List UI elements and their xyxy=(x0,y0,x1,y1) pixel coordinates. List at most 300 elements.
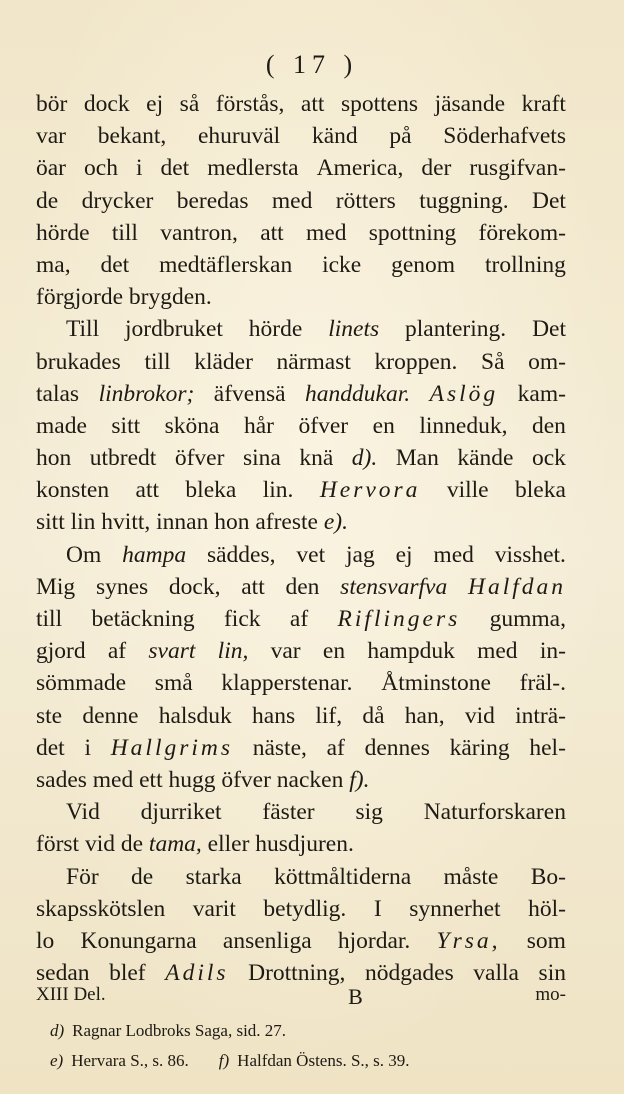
word xyxy=(527,925,566,957)
word xyxy=(252,700,295,732)
text-run: synnerhet xyxy=(409,895,501,922)
word xyxy=(84,152,118,184)
word xyxy=(36,152,66,184)
text-line xyxy=(36,185,566,217)
text-run: ma, xyxy=(36,251,71,278)
text-run: inträ- xyxy=(515,702,566,729)
text-run: Bo- xyxy=(530,863,566,890)
text-run: jäsande xyxy=(434,91,506,117)
word xyxy=(36,249,71,281)
word xyxy=(66,861,99,893)
word xyxy=(81,925,197,957)
word xyxy=(532,410,566,442)
word xyxy=(84,732,91,764)
word xyxy=(241,571,265,603)
footnote-mark: e) xyxy=(50,1051,64,1070)
word xyxy=(299,442,333,474)
text-run: sedan xyxy=(36,960,90,987)
word xyxy=(532,442,566,474)
text-line xyxy=(36,796,566,828)
text-run: talas xyxy=(36,380,80,407)
word xyxy=(274,861,411,893)
text-run: det xyxy=(100,251,130,278)
signature-line xyxy=(36,984,566,1010)
word xyxy=(405,700,445,732)
word xyxy=(515,700,566,732)
word xyxy=(155,667,193,699)
word xyxy=(352,442,377,474)
word xyxy=(214,378,286,410)
text-run: tuggning. xyxy=(419,187,509,214)
text-run: små xyxy=(154,670,193,697)
text-run: Åtminstone xyxy=(381,670,491,697)
word xyxy=(532,313,566,345)
text-run: närmast xyxy=(276,348,351,375)
word xyxy=(485,249,566,281)
footnote-text: Hervara S., s. 86. xyxy=(71,1051,189,1070)
text-run: dock xyxy=(83,91,130,117)
word xyxy=(125,313,223,345)
text-run: vantron, xyxy=(160,219,238,246)
italic-text: handdukar. xyxy=(305,380,411,407)
text-run: fäster xyxy=(262,799,315,826)
text-run: ste xyxy=(36,702,63,729)
word xyxy=(447,474,489,506)
text-run: och xyxy=(84,155,118,182)
text-run: med xyxy=(477,638,518,665)
text-line xyxy=(36,152,566,184)
text-line xyxy=(36,313,566,345)
word xyxy=(160,217,238,249)
text-run: eller husdjuren. xyxy=(201,831,354,858)
text-run: kraft xyxy=(521,91,566,117)
text-run: lif, xyxy=(315,702,343,729)
text-run: sades med ett hugg öfver nacken xyxy=(36,766,350,793)
text-run: var xyxy=(36,123,67,150)
text-run: djurriket xyxy=(140,799,222,826)
word xyxy=(66,313,99,345)
text-line xyxy=(36,764,566,796)
italic-text: e). xyxy=(323,509,348,536)
word xyxy=(92,603,195,635)
word xyxy=(495,539,566,571)
word xyxy=(82,185,154,217)
text-run: visshet. xyxy=(494,541,566,568)
word xyxy=(419,185,508,217)
text-run: sin xyxy=(538,960,566,987)
italic-text: Adils xyxy=(165,960,229,987)
text-run: bör xyxy=(36,91,68,117)
text-run: till xyxy=(111,219,138,246)
text-run: Naturforskaren xyxy=(423,799,566,826)
word xyxy=(90,442,157,474)
word xyxy=(108,635,126,667)
page-number: ( 17 ) xyxy=(265,50,359,79)
text-run: denne xyxy=(82,702,139,729)
italic-text: linbrokor; xyxy=(98,380,195,407)
footnote-text: Halfdan Östens. S., s. 39. xyxy=(237,1051,410,1070)
word xyxy=(396,442,439,474)
word xyxy=(317,152,404,184)
text-run: in- xyxy=(539,638,566,665)
text-run: öfver xyxy=(298,412,349,439)
word xyxy=(112,217,138,249)
text-run: känd xyxy=(311,123,358,150)
word xyxy=(36,185,58,217)
word xyxy=(36,635,86,667)
text-run: hjordar. xyxy=(337,927,411,954)
text-run: ock xyxy=(532,445,566,472)
word xyxy=(367,635,454,667)
text-line xyxy=(36,539,566,571)
word xyxy=(285,571,319,603)
word xyxy=(444,861,499,893)
text-line xyxy=(36,281,566,313)
text-run: sitt lin hvitt, innan hon afreste xyxy=(36,509,324,536)
word xyxy=(262,796,314,828)
word xyxy=(424,796,566,828)
word xyxy=(365,732,430,764)
word xyxy=(99,378,195,410)
word xyxy=(340,571,447,603)
word xyxy=(159,249,292,281)
text-run: medlersta xyxy=(207,155,299,182)
text-line xyxy=(36,893,566,925)
text-run: Så xyxy=(481,348,505,375)
text-run: hel- xyxy=(529,734,566,761)
text-run: Det xyxy=(532,316,566,343)
word xyxy=(531,861,566,893)
text-run: hår xyxy=(244,412,275,439)
text-run: förstås, xyxy=(215,91,285,117)
text-run: rötters xyxy=(335,187,396,214)
text-line xyxy=(36,635,566,667)
word xyxy=(437,925,501,957)
word xyxy=(136,152,143,184)
italic-text: d). xyxy=(351,445,378,472)
word xyxy=(355,796,382,828)
word xyxy=(36,603,62,635)
text-run: brukades xyxy=(36,348,121,375)
text-run: det xyxy=(160,155,190,182)
text-run: spottning xyxy=(368,219,457,246)
word xyxy=(301,88,325,120)
word xyxy=(243,442,281,474)
text-run: Det xyxy=(532,187,566,214)
word xyxy=(216,88,285,120)
text-run: fick xyxy=(223,606,261,632)
text-run: Söderhafvets xyxy=(443,123,566,150)
text-run: ehuruväl xyxy=(198,123,281,150)
word xyxy=(207,152,298,184)
text-run: sig xyxy=(355,799,383,826)
text-line xyxy=(36,603,566,635)
text-run: om- xyxy=(528,348,566,375)
word xyxy=(249,313,303,345)
text-run: på xyxy=(389,123,412,150)
text-run: öfver xyxy=(174,445,225,472)
text-run: made xyxy=(36,412,87,439)
word xyxy=(338,603,461,635)
word xyxy=(36,925,54,957)
text-run: trollning xyxy=(484,251,566,278)
text-run: rusgifvan- xyxy=(469,155,566,182)
word xyxy=(457,442,513,474)
text-line xyxy=(36,88,566,120)
text-run: medtäflerskan xyxy=(159,251,293,278)
text-run: i xyxy=(84,734,91,761)
word xyxy=(36,893,165,925)
word xyxy=(84,88,130,120)
word xyxy=(320,474,421,506)
word xyxy=(66,539,101,571)
text-run: ej xyxy=(395,541,413,568)
word xyxy=(36,346,121,378)
word xyxy=(136,474,160,506)
text-run: så xyxy=(179,91,200,117)
word xyxy=(36,410,87,442)
text-run: af xyxy=(326,734,345,761)
word xyxy=(260,217,284,249)
footnote-mark: d) xyxy=(50,1021,65,1040)
word xyxy=(528,346,566,378)
text-run: att xyxy=(241,573,265,600)
word xyxy=(341,88,418,120)
text-run: plantering. xyxy=(405,316,507,343)
text-run: förekom- xyxy=(478,219,566,246)
word xyxy=(529,732,566,764)
text-run: linneduk, xyxy=(419,412,508,439)
text-run: käring xyxy=(449,734,510,761)
text-line xyxy=(36,925,566,957)
word xyxy=(315,700,342,732)
text-line xyxy=(36,861,566,893)
italic-text: tama, xyxy=(148,831,202,858)
word xyxy=(141,796,222,828)
text-run: America, xyxy=(316,155,404,182)
word xyxy=(263,893,346,925)
word xyxy=(328,313,379,345)
word xyxy=(435,88,505,120)
word xyxy=(346,539,375,571)
text-run: det xyxy=(36,734,65,761)
text-run: höl- xyxy=(528,895,566,922)
text-run: bleka xyxy=(515,477,566,504)
text-line xyxy=(36,571,566,603)
text-run: Mig xyxy=(36,573,76,600)
text-run: betydlig. xyxy=(263,895,347,922)
word xyxy=(419,410,507,442)
text-line xyxy=(36,378,566,410)
text-run: lo xyxy=(36,927,55,954)
word xyxy=(433,539,473,571)
text-run: nödgades xyxy=(364,960,454,987)
text-run: med xyxy=(271,187,313,214)
word xyxy=(528,893,566,925)
word xyxy=(36,442,71,474)
text-run: af xyxy=(107,638,127,665)
word xyxy=(305,378,410,410)
word xyxy=(522,88,566,120)
text-run: bekant, xyxy=(97,123,167,150)
sheet-label: XIII Del. xyxy=(36,984,106,1005)
text-run: jordbruket xyxy=(125,316,223,343)
text-run: öar xyxy=(36,155,67,182)
word xyxy=(223,925,312,957)
word xyxy=(515,474,566,506)
word xyxy=(299,410,349,442)
text-run: synes xyxy=(95,573,149,600)
text-run: förgjorde brygden. xyxy=(36,284,212,311)
text-run: I xyxy=(373,895,382,922)
word xyxy=(374,893,382,925)
word xyxy=(244,410,274,442)
italic-text: f). xyxy=(349,766,370,793)
text-run: han, xyxy=(404,702,445,729)
text-run: starka xyxy=(185,863,242,890)
text-run: att xyxy=(135,477,160,504)
text-run: att xyxy=(260,219,284,246)
word xyxy=(481,346,505,378)
word xyxy=(159,700,232,732)
word xyxy=(148,635,195,667)
text-run: Man xyxy=(395,445,439,472)
text-run: För xyxy=(66,863,99,890)
footnote-row xyxy=(50,1046,570,1076)
text-run: drycker xyxy=(81,187,154,214)
text-run: bleka xyxy=(185,477,237,504)
word xyxy=(306,217,346,249)
text-run: lin. xyxy=(262,477,294,504)
italic-text: lin, xyxy=(217,638,249,665)
text-run: kam- xyxy=(517,380,566,407)
word xyxy=(296,539,325,571)
italic-text: Yrsa, xyxy=(436,927,501,954)
text-run: ej xyxy=(146,91,164,117)
text-run: knä xyxy=(299,445,334,472)
word xyxy=(175,442,225,474)
word xyxy=(82,700,138,732)
word xyxy=(194,346,253,378)
word xyxy=(144,346,170,378)
text-run: klapperstenar. xyxy=(221,670,353,697)
text-run: de xyxy=(131,863,154,890)
word xyxy=(253,732,307,764)
text-run: sköna xyxy=(164,412,220,439)
text-run: att xyxy=(300,91,325,117)
text-run: kläder xyxy=(194,348,253,375)
text-run: fräl-. xyxy=(519,670,566,697)
text-line xyxy=(36,346,566,378)
word xyxy=(193,893,236,925)
text-line xyxy=(36,667,566,699)
text-line xyxy=(36,120,566,152)
text-run: den xyxy=(285,573,320,600)
footnotes xyxy=(50,1016,570,1076)
text-run: i xyxy=(135,155,143,182)
italic-text: stensvarfva xyxy=(340,573,448,600)
word xyxy=(169,571,221,603)
word xyxy=(36,732,65,764)
text-run: varit xyxy=(192,895,236,922)
word xyxy=(207,539,276,571)
text-run: halsduk xyxy=(158,702,232,729)
catchword: mo- xyxy=(535,984,566,1005)
word xyxy=(391,249,455,281)
word xyxy=(375,346,458,378)
word xyxy=(520,667,566,699)
text-line xyxy=(36,700,566,732)
signature-mark: B xyxy=(348,984,363,1009)
text-run: kände xyxy=(457,445,514,472)
text-run: Vid xyxy=(66,799,100,826)
italic-text: svart xyxy=(148,638,196,665)
text-run: hörde xyxy=(248,316,303,343)
text-line xyxy=(36,217,566,249)
footnote-row xyxy=(50,1016,570,1046)
italic-text: hampa xyxy=(122,541,187,568)
word xyxy=(405,313,506,345)
text-run: skapsskötslen xyxy=(36,895,166,922)
text-run: Till xyxy=(66,316,100,343)
text-run: vet xyxy=(296,541,326,568)
word xyxy=(336,185,396,217)
text-run: till xyxy=(144,348,171,375)
word xyxy=(540,635,566,667)
word xyxy=(100,249,129,281)
word xyxy=(98,120,167,152)
word xyxy=(290,603,308,635)
text-run: icke xyxy=(322,251,362,278)
text-run: en xyxy=(372,412,395,439)
text-run: af xyxy=(289,606,309,632)
text-run: jag xyxy=(345,541,375,568)
text-line xyxy=(36,506,566,538)
word xyxy=(131,861,153,893)
word xyxy=(518,378,566,410)
word xyxy=(160,152,189,184)
text-run: näste, xyxy=(252,734,307,761)
text-run: der xyxy=(421,155,452,182)
word xyxy=(381,667,491,699)
text-run: var xyxy=(270,638,301,665)
text-run: beredas xyxy=(176,187,249,214)
word xyxy=(198,120,280,152)
text-run: en xyxy=(322,638,346,665)
text-run: kroppen. xyxy=(374,348,458,375)
word xyxy=(532,185,566,217)
text-run: spottens xyxy=(340,91,418,117)
word xyxy=(36,88,67,120)
word xyxy=(122,539,186,571)
text-run: dennes xyxy=(364,734,430,761)
text-run: då xyxy=(362,702,385,729)
word xyxy=(36,700,62,732)
text-run: hans xyxy=(252,702,296,729)
word xyxy=(111,410,140,442)
word xyxy=(96,571,148,603)
text-line xyxy=(36,249,566,281)
text-run: hörde xyxy=(36,219,90,246)
text-run: måste xyxy=(443,863,499,890)
word xyxy=(36,474,109,506)
word xyxy=(409,893,500,925)
text-line xyxy=(36,442,566,474)
text-run: med xyxy=(433,541,474,568)
text-run: med xyxy=(306,219,347,246)
word xyxy=(322,249,361,281)
word xyxy=(430,378,499,410)
